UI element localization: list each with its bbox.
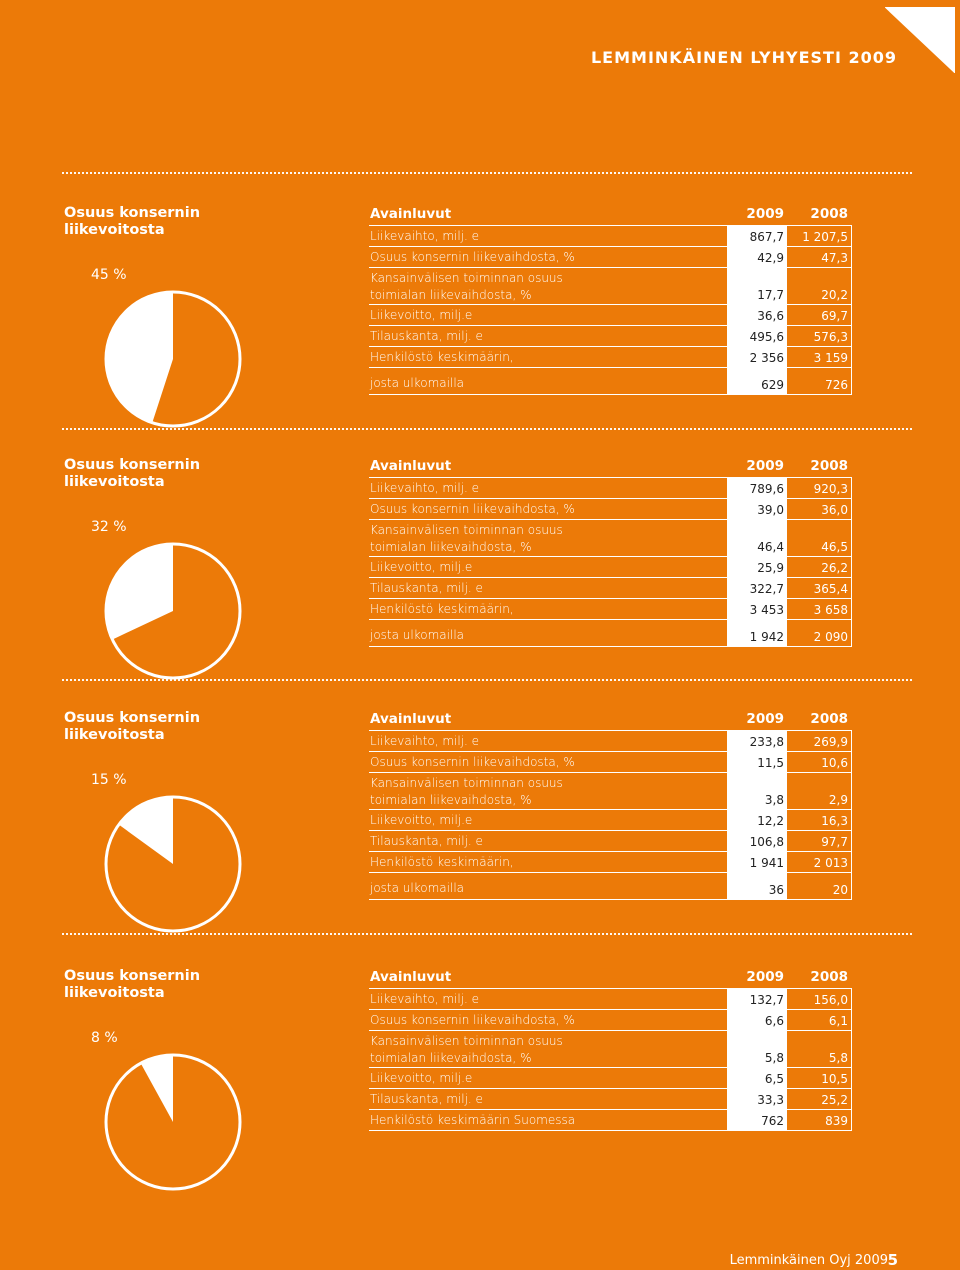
value-2008: 3 658 — [813, 603, 848, 617]
value-2009: 132,7 — [727, 989, 787, 1009]
segment-title-line: liikevoitosta — [64, 727, 165, 743]
value-2009: 322,7 — [727, 578, 787, 598]
value-2008: 920,3 — [813, 482, 848, 496]
row-label-line: Kansainvälisen toiminnan osuus — [370, 271, 563, 285]
table-row — [369, 752, 852, 773]
row-label: Tilauskanta, milj. e — [370, 329, 483, 343]
value-2008: 26,2 — [821, 561, 848, 575]
value-2008: 365,4 — [813, 582, 848, 596]
column-separator — [851, 873, 852, 899]
column-separator — [851, 520, 852, 556]
table-row — [369, 578, 852, 599]
row-label: Liikevoitto, milj.e — [370, 813, 473, 827]
value-2008: 1 207,5 — [802, 230, 848, 244]
value-2008: 156,0 — [813, 993, 848, 1007]
value-2009: 3,8 — [727, 773, 787, 809]
row-label: Osuus konsernin liikevaihdosta, % — [370, 502, 575, 516]
row-label — [370, 271, 563, 303]
share-pie-chart — [103, 541, 243, 681]
table-header-row — [369, 710, 852, 731]
value-2008: 25,2 — [821, 1093, 848, 1107]
segment-title — [64, 457, 264, 491]
row-label: Liikevoitto, milj.e — [370, 1071, 473, 1085]
row-label: Liikevaihto, milj. e — [370, 229, 480, 243]
column-separator — [851, 1031, 852, 1067]
segment-title-line: liikevoitosta — [64, 222, 165, 238]
row-label-line: Kansainvälisen toiminnan osuus — [370, 523, 563, 537]
page-title: LEMMINKÄINEN LYHYESTI 2009 — [590, 48, 897, 67]
table-title: Avainluvut — [370, 711, 452, 727]
column-separator — [851, 368, 852, 394]
value-2009: 867,7 — [727, 226, 787, 246]
column-separator — [851, 326, 852, 346]
column-separator — [851, 752, 852, 772]
table-row — [369, 1089, 852, 1110]
column-separator — [851, 773, 852, 809]
column-separator — [851, 1068, 852, 1088]
table-header-row — [369, 205, 852, 226]
row-label-line: Kansainvälisen toiminnan osuus — [370, 776, 563, 790]
share-pie-chart — [103, 289, 243, 429]
table-header-row — [369, 457, 852, 478]
value-2008: 2 090 — [813, 630, 848, 644]
table-row — [369, 773, 852, 810]
value-2008: 16,3 — [821, 814, 848, 828]
value-2009: 11,5 — [727, 752, 787, 772]
table-title: Avainluvut — [370, 969, 452, 985]
row-label: josta ulkomailla — [370, 376, 465, 390]
column-header-2008: 2008 — [810, 458, 848, 474]
value-2008: 10,6 — [821, 756, 848, 770]
value-2008: 2 013 — [813, 856, 848, 870]
value-2008: 2,9 — [828, 793, 848, 807]
column-separator — [851, 731, 852, 751]
column-separator — [851, 557, 852, 577]
row-label — [370, 1034, 563, 1066]
column-separator — [851, 1089, 852, 1109]
value-2008: 3 159 — [813, 351, 848, 365]
table-row — [369, 499, 852, 520]
value-2009: 629 — [727, 368, 787, 394]
row-label: Liikevoitto, milj.e — [370, 308, 473, 322]
table-row — [369, 368, 852, 395]
value-2009: 46,4 — [727, 520, 787, 556]
segment-title — [64, 205, 264, 239]
column-separator — [851, 578, 852, 598]
value-2009: 1 942 — [727, 620, 787, 646]
value-2009: 3 453 — [727, 599, 787, 619]
value-2009: 6,5 — [727, 1068, 787, 1088]
value-2009: 106,8 — [727, 831, 787, 851]
segment-title — [64, 968, 264, 1002]
value-2009: 6,6 — [727, 1010, 787, 1030]
value-2008: 576,3 — [813, 330, 848, 344]
column-separator — [851, 499, 852, 519]
table-row — [369, 620, 852, 647]
share-percent-label: 45 % — [91, 267, 127, 283]
value-2008: 46,5 — [821, 540, 848, 554]
value-2009: 39,0 — [727, 499, 787, 519]
column-header-2009: 2009 — [746, 969, 784, 985]
table-title: Avainluvut — [370, 458, 452, 474]
table-row — [369, 873, 852, 900]
table-header-row — [369, 968, 852, 989]
column-separator — [851, 989, 852, 1009]
value-2008: 269,9 — [813, 735, 848, 749]
row-label: Henkilöstö keskimäärin, — [370, 855, 514, 869]
column-separator — [851, 852, 852, 872]
table-row — [369, 599, 852, 620]
row-label: Liikevaihto, milj. e — [370, 734, 480, 748]
table-row — [369, 831, 852, 852]
table-row — [369, 1068, 852, 1089]
column-header-2008: 2008 — [810, 206, 848, 222]
value-2008: 5,8 — [828, 1051, 848, 1065]
column-separator — [851, 1110, 852, 1130]
value-2009: 233,8 — [727, 731, 787, 751]
value-2008: 47,3 — [821, 251, 848, 265]
table-row — [369, 305, 852, 326]
column-header-2009: 2009 — [746, 711, 784, 727]
share-percent-label: 32 % — [91, 519, 127, 535]
table-row — [369, 731, 852, 752]
table-row — [369, 852, 852, 873]
row-label-line: toimialan liikevaihdosta, % — [370, 793, 532, 807]
row-label-line: toimialan liikevaihdosta, % — [370, 540, 532, 554]
column-separator — [851, 599, 852, 619]
column-separator — [851, 247, 852, 267]
segment-title-line: Osuus konsernin — [64, 968, 201, 984]
segment-title-line: Osuus konsernin — [64, 710, 201, 726]
value-2008: 839 — [825, 1114, 848, 1128]
segment-title-line: Osuus konsernin — [64, 457, 201, 473]
row-label: Osuus konsernin liikevaihdosta, % — [370, 755, 575, 769]
divider — [62, 172, 912, 174]
table-row — [369, 347, 852, 368]
value-2009: 36 — [727, 873, 787, 899]
segment-title-line: Osuus konsernin — [64, 205, 201, 221]
column-separator — [851, 478, 852, 498]
value-2008: 10,5 — [821, 1072, 848, 1086]
row-label: Tilauskanta, milj. e — [370, 581, 483, 595]
table-row — [369, 810, 852, 831]
value-2009: 36,6 — [727, 305, 787, 325]
value-2009: 17,7 — [727, 268, 787, 304]
column-separator — [851, 620, 852, 646]
row-label: Henkilöstö keskimäärin Suomessa — [370, 1113, 576, 1127]
column-separator — [851, 347, 852, 367]
row-label: Liikevaihto, milj. e — [370, 992, 480, 1006]
row-label-line: toimialan liikevaihdosta, % — [370, 288, 532, 302]
table-row — [369, 268, 852, 305]
share-percent-label: 15 % — [91, 772, 127, 788]
row-label: josta ulkomailla — [370, 881, 465, 895]
segment-title — [64, 710, 264, 744]
column-separator — [851, 1010, 852, 1030]
row-label: Henkilöstö keskimäärin, — [370, 350, 514, 364]
column-header-2009: 2009 — [746, 458, 784, 474]
column-separator — [851, 268, 852, 304]
segment-title-line: liikevoitosta — [64, 985, 165, 1001]
column-header-2008: 2008 — [810, 711, 848, 727]
key-figures-table — [369, 205, 852, 395]
column-separator — [851, 305, 852, 325]
value-2009: 25,9 — [727, 557, 787, 577]
value-2008: 20 — [832, 883, 848, 897]
column-separator — [851, 831, 852, 851]
column-header-2009: 2009 — [746, 206, 784, 222]
key-figures-table — [369, 968, 852, 1131]
table-row — [369, 247, 852, 268]
row-label: Osuus konsernin liikevaihdosta, % — [370, 250, 575, 264]
value-2009: 12,2 — [727, 810, 787, 830]
table-row — [369, 1110, 852, 1131]
value-2008: 726 — [825, 378, 848, 392]
table-row — [369, 989, 852, 1010]
row-label: Liikevoitto, milj.e — [370, 560, 473, 574]
value-2009: 42,9 — [727, 247, 787, 267]
key-figures-table — [369, 457, 852, 647]
footer-company: Lemminkäinen Oyj 2009 — [729, 1253, 888, 1268]
value-2009: 2 356 — [727, 347, 787, 367]
table-row — [369, 1031, 852, 1068]
value-2009: 1 941 — [727, 852, 787, 872]
row-label: Henkilöstö keskimäärin, — [370, 602, 514, 616]
value-2008: 36,0 — [821, 503, 848, 517]
page-number: 5 — [887, 1251, 898, 1269]
value-2009: 5,8 — [727, 1031, 787, 1067]
row-label: Liikevaihto, milj. e — [370, 481, 480, 495]
column-separator — [851, 810, 852, 830]
share-pie-chart — [103, 794, 243, 934]
segment-title-line: liikevoitosta — [64, 474, 165, 490]
row-label: Osuus konsernin liikevaihdosta, % — [370, 1013, 575, 1027]
row-label-line: Kansainvälisen toiminnan osuus — [370, 1034, 563, 1048]
value-2009: 495,6 — [727, 326, 787, 346]
table-row — [369, 326, 852, 347]
value-2008: 20,2 — [821, 288, 848, 302]
row-label: josta ulkomailla — [370, 628, 465, 642]
table-row — [369, 557, 852, 578]
row-label — [370, 523, 563, 555]
column-separator — [851, 226, 852, 246]
share-percent-label: 8 % — [91, 1030, 118, 1046]
key-figures-table — [369, 710, 852, 900]
value-2008: 69,7 — [821, 309, 848, 323]
table-title: Avainluvut — [370, 206, 452, 222]
value-2009: 33,3 — [727, 1089, 787, 1109]
value-2008: 6,1 — [828, 1014, 848, 1028]
value-2009: 789,6 — [727, 478, 787, 498]
row-label: Tilauskanta, milj. e — [370, 1092, 483, 1106]
row-label: Tilauskanta, milj. e — [370, 834, 483, 848]
row-label-line: toimialan liikevaihdosta, % — [370, 1051, 532, 1065]
share-pie-chart — [103, 1052, 243, 1192]
value-2009: 762 — [727, 1110, 787, 1130]
table-row — [369, 478, 852, 499]
table-row — [369, 1010, 852, 1031]
table-row — [369, 226, 852, 247]
row-label — [370, 776, 563, 808]
column-header-2008: 2008 — [810, 969, 848, 985]
table-row — [369, 520, 852, 557]
value-2008: 97,7 — [821, 835, 848, 849]
